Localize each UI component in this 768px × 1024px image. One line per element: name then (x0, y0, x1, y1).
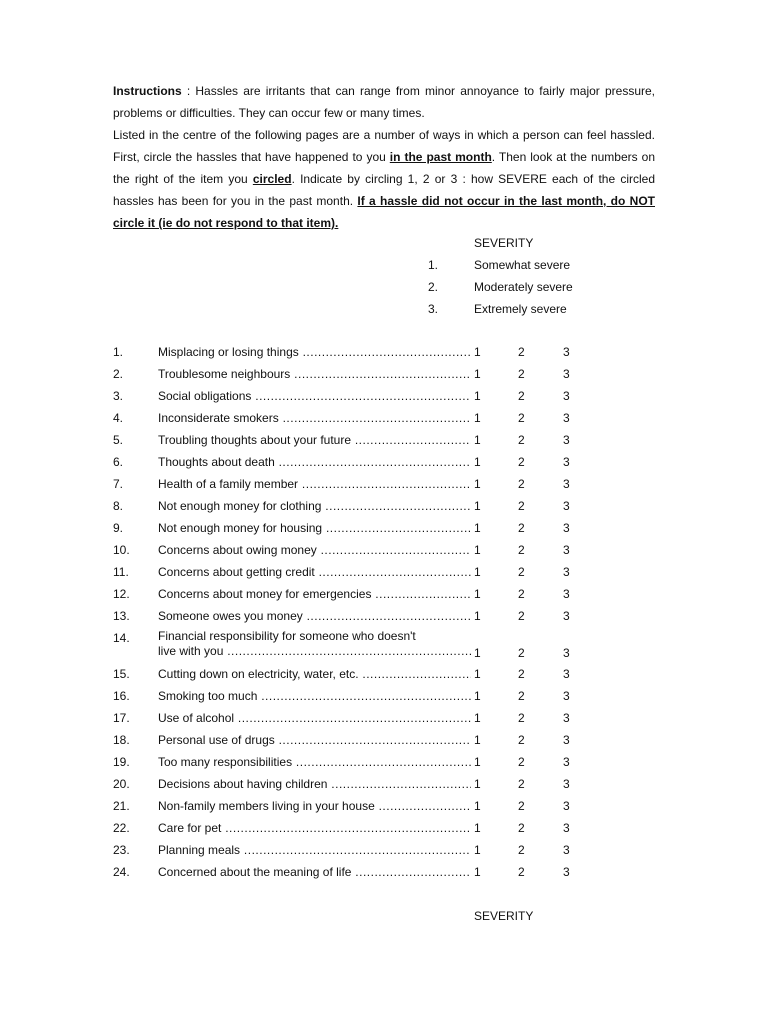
severity-option-1[interactable]: 1 (474, 367, 481, 381)
hassle-label: Decisions about having children (158, 777, 328, 791)
leader-dots (327, 777, 471, 791)
severity-option-3[interactable]: 3 (563, 587, 570, 601)
hassle-item (113, 629, 593, 665)
hassle-item (113, 731, 593, 753)
severity-option-1[interactable]: 1 (474, 433, 481, 447)
hassle-text[interactable] (158, 409, 471, 427)
hassle-number: 17. (113, 711, 130, 725)
hassle-item (113, 863, 593, 885)
legend-row (428, 300, 628, 322)
instructions-block (113, 80, 655, 234)
severity-option-1[interactable]: 1 (474, 667, 481, 681)
severity-option-2[interactable]: 2 (518, 565, 525, 579)
severity-option-1[interactable]: 1 (474, 689, 481, 703)
hassle-label: Too many responsibilities (158, 755, 293, 769)
hassle-number: 1. (113, 345, 124, 359)
severity-option-1[interactable]: 1 (474, 587, 481, 601)
severity-option-2[interactable]: 2 (518, 433, 525, 447)
hassle-text[interactable] (158, 365, 471, 383)
leader-dots (322, 521, 471, 535)
severity-option-1[interactable]: 1 (474, 733, 481, 747)
severity-option-2[interactable]: 2 (518, 587, 525, 601)
severity-option-2[interactable]: 2 (518, 521, 525, 535)
severity-legend (428, 256, 628, 322)
hassle-number: 2. (113, 367, 124, 381)
legend-label: Somewhat severe (474, 258, 571, 272)
hassle-text[interactable] (158, 387, 471, 405)
severity-option-1[interactable]: 1 (474, 821, 481, 835)
severity-option-1[interactable]: 1 (474, 865, 481, 879)
legend-label: Moderately severe (474, 280, 573, 294)
hassle-number: 5. (113, 433, 124, 447)
hassle-text[interactable] (158, 665, 471, 683)
severity-option-2[interactable]: 2 (518, 843, 525, 857)
hassle-number: 15. (113, 667, 130, 681)
legend-number: 1. (428, 258, 439, 272)
severity-option-2[interactable]: 2 (518, 667, 525, 681)
legend-number: 3. (428, 302, 439, 316)
hassle-text[interactable] (158, 841, 471, 859)
severity-option-2[interactable]: 2 (518, 609, 525, 623)
hassle-text-line: Financial responsibility for someone who doesn't (158, 629, 416, 643)
hassle-number: 6. (113, 455, 124, 469)
severity-option-3[interactable]: 3 (563, 609, 570, 623)
hassle-text[interactable] (158, 709, 471, 727)
hassle-item (113, 475, 593, 497)
severity-option-3[interactable]: 3 (563, 755, 570, 769)
severity-option-2[interactable]: 2 (518, 755, 525, 769)
severity-option-1[interactable]: 1 (474, 565, 481, 579)
severity-option-3[interactable]: 3 (563, 799, 570, 813)
hassle-number: 11. (113, 565, 129, 579)
hassle-item (113, 753, 593, 775)
severity-option-1[interactable]: 1 (474, 345, 481, 359)
hassle-text[interactable] (158, 863, 471, 881)
hassle-item (113, 563, 593, 585)
hassle-text[interactable] (158, 819, 471, 837)
severity-option-3[interactable]: 3 (563, 389, 570, 403)
hassle-label: Social obligations (158, 389, 252, 403)
hassle-text[interactable] (158, 475, 471, 493)
legend-row (428, 256, 628, 278)
hassle-item (113, 453, 593, 475)
hassle-label: Concerned about the meaning of life (158, 865, 352, 879)
hassle-label: Troubling thoughts about your future (158, 433, 352, 447)
hassle-label: Concerns about owing money (158, 543, 317, 557)
hassle-item (113, 497, 593, 519)
severity-option-1[interactable]: 1 (474, 455, 481, 469)
hassle-item (113, 519, 593, 541)
hassle-text[interactable] (158, 607, 471, 625)
hassle-item (113, 709, 593, 731)
hassle-text[interactable] (158, 585, 471, 603)
emphasis-circled: circled (252, 172, 292, 186)
leader-dots (298, 477, 471, 491)
severity-option-3[interactable]: 3 (563, 843, 570, 857)
hassle-text[interactable] (158, 629, 471, 659)
hassle-text[interactable] (158, 775, 471, 793)
severity-option-3[interactable]: 3 (563, 777, 570, 791)
severity-option-3[interactable]: 3 (563, 521, 570, 535)
hassle-text[interactable] (158, 343, 471, 361)
hassle-number: 7. (113, 477, 124, 491)
hassle-item (113, 841, 593, 863)
leader-dots (257, 689, 471, 703)
hassle-number: 10. (113, 543, 130, 557)
severity-option-1[interactable]: 1 (474, 799, 481, 813)
leader-dots (315, 565, 471, 579)
severity-option-3[interactable]: 3 (563, 711, 570, 725)
leader-dots (221, 821, 471, 835)
emphasis-past-month: in the past month (389, 150, 492, 164)
hassle-text[interactable] (158, 563, 471, 581)
hassle-number: 23. (113, 843, 130, 857)
leader-dots (234, 711, 471, 725)
hassle-number: 16. (113, 689, 130, 703)
hassle-label: Thoughts about death (158, 455, 275, 469)
hassle-label: Misplacing or losing things (158, 345, 299, 359)
leader-dots (275, 455, 471, 469)
hassle-number: 12. (113, 587, 130, 601)
severity-option-3[interactable]: 3 (563, 411, 570, 425)
severity-option-3[interactable]: 3 (563, 646, 570, 660)
severity-option-3[interactable]: 3 (563, 367, 570, 381)
leader-dots (292, 755, 471, 769)
leader-dots (351, 865, 471, 879)
emphasis-do-not-circle: If a hassle did not occur in the last month, do NOT circle it (ie do not respond to that item). (113, 194, 655, 230)
hassle-item (113, 431, 593, 453)
hassle-label: Concerns about money for emergencies (158, 587, 372, 601)
hassle-label: Troublesome neighbours (158, 367, 291, 381)
leader-dots (299, 345, 471, 359)
severity-option-2[interactable]: 2 (518, 711, 525, 725)
severity-option-2[interactable]: 2 (518, 367, 525, 381)
severity-option-2[interactable]: 2 (518, 345, 525, 359)
hassle-label: Use of alcohol (158, 711, 235, 725)
hassle-item (113, 409, 593, 431)
hassle-item (113, 365, 593, 387)
hassle-label: Smoking too much (158, 689, 258, 703)
hassle-label: Concerns about getting credit (158, 565, 315, 579)
leader-dots (317, 543, 471, 557)
severity-option-1[interactable]: 1 (474, 411, 481, 425)
severity-option-3[interactable]: 3 (563, 433, 570, 447)
severity-option-1[interactable]: 1 (474, 711, 481, 725)
hassle-item (113, 387, 593, 409)
hassle-number: 13. (113, 609, 130, 623)
hassle-label: Inconsiderate smokers (158, 411, 279, 425)
hassle-number: 14. (113, 631, 130, 645)
hassle-item (113, 665, 593, 687)
hassles-list (113, 343, 593, 885)
instructions-text-2c: . Indicate by circling 1, 2 or 3 : how SEVERE each of the circled hassles has been for you in the past month. (113, 172, 655, 208)
hassle-label: Cutting down on electricity, water, etc. (158, 667, 359, 681)
severity-option-2[interactable]: 2 (518, 411, 525, 425)
severity-option-2[interactable]: 2 (518, 821, 525, 835)
severity-option-2[interactable]: 2 (518, 389, 525, 403)
hassle-number: 19. (113, 755, 130, 769)
severity-option-3[interactable]: 3 (563, 477, 570, 491)
instructions-paragraph-2 (113, 124, 655, 234)
leader-dots (351, 433, 471, 447)
hassle-number: 9. (113, 521, 124, 535)
severity-header: SEVERITY (474, 236, 534, 250)
severity-option-3[interactable]: 3 (563, 865, 570, 879)
hassle-number: 21. (113, 799, 130, 813)
hassle-item (113, 819, 593, 841)
hassle-number: 3. (113, 389, 124, 403)
leader-dots (290, 367, 471, 381)
hassle-text-line (158, 644, 471, 659)
hassle-text[interactable] (158, 497, 471, 515)
legend-number: 2. (428, 280, 439, 294)
hassle-text[interactable] (158, 797, 471, 815)
hassle-item (113, 797, 593, 819)
severity-option-2[interactable]: 2 (518, 733, 525, 747)
hassle-item (113, 343, 593, 365)
severity-option-3[interactable]: 3 (563, 565, 570, 579)
instructions-text-2a: Listed in the centre of the following pages are a number of ways in which a person can feel hassled. First, circle the hassles that have happened to you (113, 128, 655, 164)
severity-option-3[interactable]: 3 (563, 499, 570, 513)
hassle-number: 22. (113, 821, 130, 835)
severity-option-1[interactable]: 1 (474, 499, 481, 513)
leader-dots (275, 733, 471, 747)
hassle-text[interactable] (158, 453, 471, 471)
severity-option-3[interactable]: 3 (563, 345, 570, 359)
severity-option-1[interactable]: 1 (474, 609, 481, 623)
severity-option-3[interactable]: 3 (563, 667, 570, 681)
severity-option-1[interactable]: 1 (474, 543, 481, 557)
hassle-label: Care for pet (158, 821, 222, 835)
instructions-text-2b: . Then look at the numbers on the right of the item you (113, 150, 655, 186)
hassle-item (113, 585, 593, 607)
severity-option-1[interactable]: 1 (474, 521, 481, 535)
hassle-text-continued: live with you (158, 644, 224, 658)
severity-option-2[interactable]: 2 (518, 777, 525, 791)
severity-option-2[interactable]: 2 (518, 865, 525, 879)
severity-option-2[interactable]: 2 (518, 543, 525, 557)
hassle-text[interactable] (158, 687, 471, 705)
instructions-paragraph-1 (113, 80, 655, 124)
severity-option-2[interactable]: 2 (518, 689, 525, 703)
severity-option-1[interactable]: 1 (474, 646, 481, 660)
severity-option-1[interactable]: 1 (474, 755, 481, 769)
severity-option-1[interactable]: 1 (474, 843, 481, 857)
instructions-label: Instructions (113, 84, 182, 98)
severity-option-1[interactable]: 1 (474, 777, 481, 791)
hassle-label: Planning meals (158, 843, 241, 857)
hassle-text[interactable] (158, 541, 471, 559)
hassle-text[interactable] (158, 753, 471, 771)
hassle-text[interactable] (158, 731, 471, 749)
severity-option-2[interactable]: 2 (518, 646, 525, 660)
hassle-item (113, 607, 593, 629)
leader-dots (371, 587, 471, 601)
hassle-number: 4. (113, 411, 124, 425)
legend-row (428, 278, 628, 300)
hassle-number: 18. (113, 733, 130, 747)
severity-option-2[interactable]: 2 (518, 455, 525, 469)
leader-dots (303, 609, 471, 623)
leader-dots (251, 389, 471, 403)
severity-option-3[interactable]: 3 (563, 455, 570, 469)
instructions-text-1: : Hassles are irritants that can range from minor annoyance to fairly major pressure, problems or difficulties. They can occur few or many times. (113, 84, 655, 120)
severity-footer: SEVERITY (474, 909, 534, 923)
hassle-item (113, 687, 593, 709)
hassle-label: Not enough money for housing (158, 521, 323, 535)
severity-option-2[interactable]: 2 (518, 499, 525, 513)
hassle-label: Personal use of drugs (158, 733, 275, 747)
severity-option-1[interactable]: 1 (474, 389, 481, 403)
leader-dots (223, 644, 471, 658)
hassle-label: Someone owes you money (158, 609, 303, 623)
leader-dots (359, 667, 471, 681)
hassle-item (113, 541, 593, 563)
hassle-text[interactable] (158, 519, 471, 537)
leader-dots (240, 843, 471, 857)
hassle-number: 24. (113, 865, 130, 879)
severity-option-1[interactable]: 1 (474, 477, 481, 491)
leader-dots (375, 799, 471, 813)
legend-label: Extremely severe (474, 302, 567, 316)
hassle-text[interactable] (158, 431, 471, 449)
hassle-label: Health of a family member (158, 477, 299, 491)
severity-option-3[interactable]: 3 (563, 733, 570, 747)
hassle-number: 20. (113, 777, 130, 791)
leader-dots (279, 411, 471, 425)
severity-option-2[interactable]: 2 (518, 799, 525, 813)
leader-dots (321, 499, 471, 513)
hassle-label: Not enough money for clothing (158, 499, 322, 513)
severity-option-2[interactable]: 2 (518, 477, 525, 491)
hassle-label: Non-family members living in your house (158, 799, 375, 813)
severity-option-3[interactable]: 3 (563, 689, 570, 703)
severity-option-3[interactable]: 3 (563, 543, 570, 557)
hassle-item (113, 775, 593, 797)
severity-option-3[interactable]: 3 (563, 821, 570, 835)
hassle-number: 8. (113, 499, 124, 513)
